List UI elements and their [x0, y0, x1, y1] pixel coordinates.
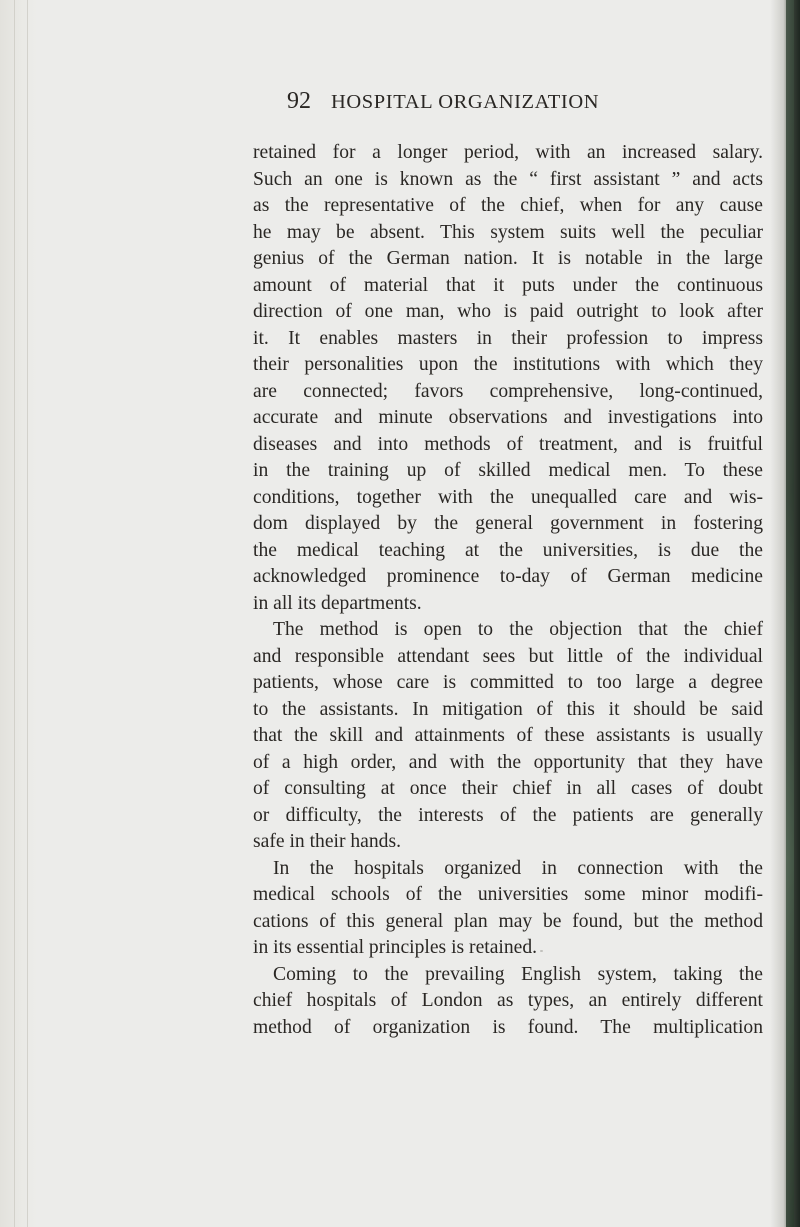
- text-line: Such an one is known as the “ first assistant ” and acts: [253, 168, 763, 190]
- text-line: he may be absent. This system suits well the peculiar: [253, 221, 763, 243]
- body-text: [253, 140, 763, 1041]
- scan-edge-line: [27, 0, 28, 1227]
- text-line: of a high order, and with the opportunity that they have: [253, 751, 763, 773]
- binding-edge: [786, 0, 794, 1227]
- text-line: it. It enables masters in their profession to impress: [253, 327, 763, 349]
- text-line: patients, whose care is committed to too large a degree: [253, 672, 763, 693]
- text-line: in all its departments.: [253, 592, 422, 614]
- text-line: genius of the German nation. It is notable in the large: [253, 248, 763, 269]
- text-line: method of organization is found. The multiplication: [253, 1016, 763, 1038]
- text-line: conditions, together with the unequalled care and wis-: [253, 486, 763, 508]
- text-line: and responsible attendant sees but little of the individual: [253, 645, 763, 667]
- text-line: dom displayed by the general government in fostering: [253, 513, 763, 534]
- text-line: of consulting at once their chief in all cases of doubt: [253, 778, 763, 799]
- page-number: 92: [287, 88, 311, 114]
- text-line: diseases and into methods of treatment, and is fruitful: [253, 433, 763, 455]
- text-line: accurate and minute observations and investigations into: [253, 407, 763, 428]
- text-line: retained for a longer period, with an increased salary.: [253, 142, 763, 163]
- text-line: or difficulty, the interests of the patients are generally: [253, 804, 763, 826]
- running-head: [287, 88, 599, 124]
- text-line: Coming to the prevailing English system, taking the: [273, 963, 763, 985]
- text-line: to the assistants. In mitigation of this it should be said: [253, 698, 763, 720]
- text-line: acknowledged prominence to-day of German medicine: [253, 566, 763, 587]
- text-line: direction of one man, who is paid outright to look after: [253, 301, 763, 322]
- text-line: in its essential principles is retained.: [253, 937, 538, 958]
- text-line: The method is open to the objection that the chief: [273, 619, 763, 640]
- text-line: in the training up of skilled medical men. To these: [253, 460, 763, 481]
- scan-left-margin: [0, 0, 38, 1227]
- text-line: are connected; favors comprehensive, long-continued,: [253, 380, 763, 402]
- text-line: the medical teaching at the universities, is due the: [253, 539, 763, 561]
- paper-speck: [540, 950, 543, 952]
- text-line: chief hospitals of London as types, an entirely different: [253, 990, 763, 1011]
- text-line: as the representative of the chief, when for any cause: [253, 195, 763, 216]
- book-binding-shadow: [770, 0, 800, 1227]
- scan-edge-line: [14, 0, 15, 1227]
- text-line: safe in their hands.: [253, 831, 401, 852]
- text-line: that the skill and attainments of these assistants is usually: [253, 725, 763, 746]
- text-line: their personalities upon the institutions with which they: [253, 354, 763, 375]
- text-line: In the hospitals organized in connection with the: [273, 857, 763, 879]
- text-line: cations of this general plan may be found, but the method: [253, 910, 763, 932]
- running-head-title: HOSPITAL ORGANIZATION: [331, 91, 600, 113]
- text-line: medical schools of the universities some minor modifi-: [253, 884, 763, 905]
- text-line: amount of material that it puts under the continuous: [253, 274, 763, 296]
